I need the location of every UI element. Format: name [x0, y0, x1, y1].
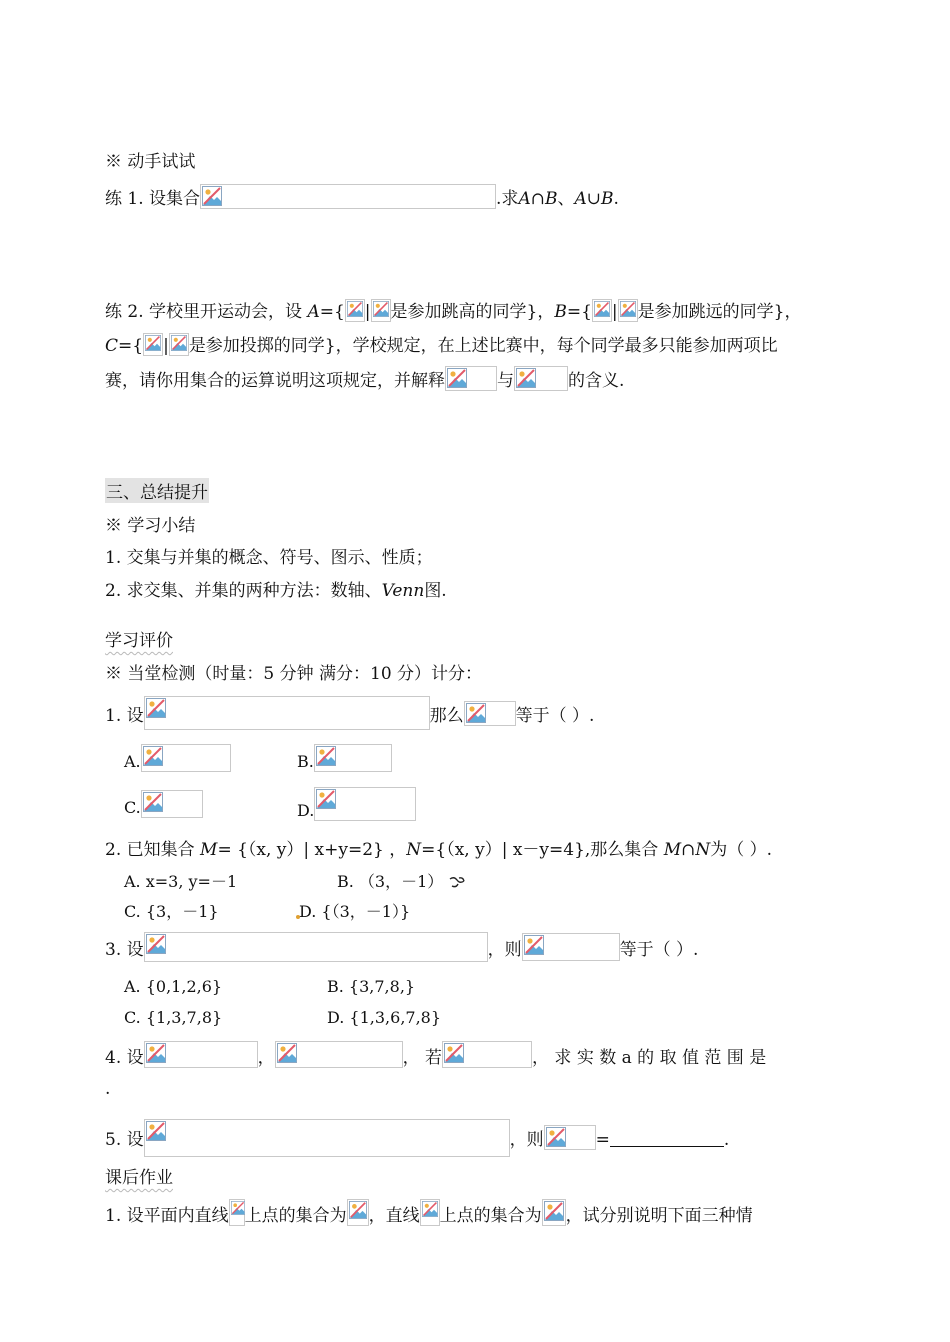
- question-5: [105, 1119, 729, 1157]
- cap: ∩: [681, 840, 696, 860]
- broken-image-icon: [422, 1201, 438, 1217]
- var-n2: N: [695, 840, 711, 860]
- bar: |: [364, 302, 371, 322]
- eq-brace: ={: [319, 302, 345, 322]
- formula-image: [514, 366, 568, 391]
- option-label: A.: [124, 752, 141, 771]
- try-header: ※ 动手试试: [105, 152, 196, 172]
- broken-image-icon: [146, 1121, 166, 1141]
- q3-option-d: D. {1,3,6,7,8}: [327, 1008, 442, 1027]
- formula-image: [169, 333, 189, 356]
- hw1-text: 上点的集合为: [244, 1206, 347, 1226]
- var-m2: M: [663, 840, 682, 860]
- q1-option-b: [297, 744, 392, 772]
- broken-image-icon: [146, 1043, 166, 1063]
- hw1-text: 上点的集合为: [439, 1206, 542, 1226]
- broken-image-icon: [145, 335, 161, 351]
- question-1: [105, 696, 594, 730]
- summary-item-2: [105, 576, 447, 601]
- formula-image: [420, 1199, 440, 1226]
- ex2-text: 是参加跳高的同学}，: [390, 302, 555, 322]
- section-title: 三、总结提升: [105, 478, 209, 503]
- exercise-2-line-3: [105, 366, 624, 391]
- formula-image: [144, 932, 488, 962]
- q1-prefix: 1. 设: [105, 706, 144, 726]
- ex1-var-a2: A: [574, 189, 587, 209]
- ex2-text: 赛，请你用集合的运算说明这项规定，并解释: [105, 371, 445, 391]
- var-c: C: [105, 336, 119, 356]
- bar: |: [611, 302, 618, 322]
- hw1-text: 1. 设平面内直线: [105, 1206, 229, 1226]
- hw1-text: ，直线: [368, 1206, 420, 1226]
- formula-image: [345, 299, 365, 322]
- ex1-suffix: .求: [496, 189, 519, 209]
- ex2-text: 是参加跳远的同学}，: [637, 302, 802, 322]
- homework-title: 课后作业: [105, 1168, 173, 1188]
- ex1-prefix: 练 1. 设集合: [105, 189, 201, 209]
- ex2-text: 练 2. 学校里开运动会，设: [105, 302, 308, 322]
- broken-image-icon: [524, 935, 544, 955]
- formula-image: [464, 701, 516, 726]
- q1-option-d: [297, 787, 416, 821]
- q3-option-b: B. {3,7,8,}: [327, 977, 416, 996]
- broken-image-icon: [373, 301, 389, 317]
- q2-answer: 为（ ）.: [710, 840, 773, 860]
- formula-image: [143, 333, 163, 356]
- option-text: D. {（3，－1）}: [299, 902, 411, 921]
- formula-image: [371, 299, 391, 322]
- broken-image-icon: [316, 789, 336, 809]
- q3-suffix: 等于（ ）.: [619, 940, 699, 960]
- exercise-2-line-2: [105, 331, 778, 356]
- var-a: A: [307, 302, 320, 322]
- ex1-var-a: A: [518, 189, 531, 209]
- exercise-2-line-1: [105, 297, 801, 322]
- broken-image-icon: [620, 301, 636, 317]
- q2-option-b: [337, 869, 466, 892]
- formula-image: [200, 184, 496, 209]
- formula-image: [542, 1199, 566, 1226]
- formula-image: [144, 1119, 510, 1157]
- q3-option-c: C. {1,3,7,8}: [124, 1008, 223, 1027]
- formula-image: [144, 696, 430, 730]
- and-text: 与: [497, 371, 514, 391]
- q2-prefix: 2. 已知集合: [105, 840, 201, 860]
- broken-image-icon: [516, 368, 536, 388]
- bar: |: [163, 336, 169, 356]
- formula-image: [314, 787, 416, 821]
- q3-option-a: A. {0,1,2,6}: [124, 977, 223, 996]
- question-3: [105, 932, 698, 962]
- formula-image: [618, 299, 638, 322]
- eval-title: 学习评价: [105, 631, 173, 651]
- link-mark-icon: [448, 875, 466, 889]
- q2-option-a: A. x=3, y=－1: [124, 872, 238, 891]
- broken-image-icon: [544, 1201, 564, 1221]
- summary2-text: 2. 求交集、并集的两种方法：数轴、: [105, 581, 382, 601]
- n-set: ={（x, y）| x－y=4}: [421, 840, 585, 860]
- ex1-var-b: B: [544, 189, 558, 209]
- m-set: = {（x, y）| x+y=2}: [217, 840, 384, 860]
- option-text: B. （3，－1）: [337, 872, 444, 891]
- homework-1: [105, 1199, 753, 1226]
- q4-prefix: 4. 设: [105, 1048, 144, 1068]
- formula-image: [347, 1199, 369, 1226]
- ex1-sep: 、: [557, 189, 575, 209]
- q4-suffix: ， 求 实 数 a 的 取 值 范 围 是: [532, 1048, 767, 1068]
- q4-comma: ，: [257, 1048, 275, 1068]
- summary-item-1: 1. 交集与并集的概念、符号、图示、性质；: [105, 548, 433, 568]
- broken-image-icon: [594, 301, 610, 317]
- option-label: B.: [297, 752, 314, 771]
- broken-image-icon: [231, 1201, 245, 1215]
- formula-image: [275, 1041, 403, 1068]
- broken-image-icon: [444, 1043, 464, 1063]
- formula-image: [144, 1041, 258, 1068]
- formula-image: [544, 1125, 596, 1150]
- broken-image-icon: [146, 698, 166, 718]
- eq-brace: ={: [118, 336, 144, 356]
- q5-then: ，则: [509, 1130, 544, 1150]
- hw1-text: ，试分别说明下面三种情: [565, 1206, 753, 1226]
- broken-image-icon: [316, 746, 336, 766]
- q1-option-c: [124, 790, 203, 818]
- q3-prefix: 3. 设: [105, 940, 144, 960]
- q2-option-d: [297, 899, 410, 922]
- q2-suffix: ,那么集合: [584, 840, 664, 860]
- broken-image-icon: [546, 1127, 566, 1147]
- formula-image: [141, 744, 231, 772]
- formula-image: [314, 744, 392, 772]
- q1-suffix: 等于（ ）.: [515, 706, 595, 726]
- venn-text: Venn: [381, 581, 425, 601]
- question-2: 2. 已知集合 M= {（x, y）| x+y=2} ，N={（x, y）| x－y=4},那么集合 M∩N为（ ）.: [105, 840, 773, 860]
- eq-brace: ={: [566, 302, 592, 322]
- broken-image-icon: [447, 368, 467, 388]
- var-b: B: [554, 302, 567, 322]
- q5-prefix: 5. 设: [105, 1130, 144, 1150]
- broken-image-icon: [171, 335, 187, 351]
- ex2-text: 的含义.: [568, 371, 625, 391]
- formula-image: [445, 366, 497, 391]
- summary-header: ※ 学习小结: [105, 516, 196, 536]
- q4-if: ， 若: [402, 1048, 443, 1068]
- q3-then: ，则: [487, 940, 522, 960]
- option-label: C.: [124, 798, 141, 817]
- var-n: N: [406, 840, 422, 860]
- answer-blank: [610, 1131, 724, 1147]
- broken-image-icon: [143, 746, 163, 766]
- var-m: M: [200, 840, 218, 860]
- broken-image-icon: [466, 703, 486, 723]
- exercise-1: 练 1. 设集合 .求A∩B、A∪B.: [105, 184, 619, 209]
- ex1-cup: ∪: [586, 189, 601, 209]
- summary2-end: 图.: [424, 581, 447, 601]
- formula-image: [522, 933, 620, 961]
- q2-option-c: C. {3，－1}: [124, 902, 219, 921]
- formula-image: [442, 1041, 532, 1068]
- formula-image: [229, 1199, 245, 1226]
- broken-image-icon: [277, 1043, 297, 1063]
- q5-eq: =: [595, 1130, 610, 1150]
- broken-image-icon: [202, 186, 222, 206]
- ex1-cap: ∩: [530, 189, 545, 209]
- ex1-var-b2: B: [601, 189, 614, 209]
- ex2-text: 是参加投掷的同学}，学校规定，在上述比赛中，每个同学最多只能参加两项比: [188, 336, 778, 356]
- formula-image: [141, 790, 203, 818]
- broken-image-icon: [349, 1201, 367, 1219]
- q4-end: .: [105, 1079, 111, 1099]
- q1-mid: 那么: [429, 706, 464, 726]
- question-4: [105, 1041, 766, 1068]
- broken-image-icon: [146, 934, 166, 954]
- q5-end: .: [723, 1130, 730, 1150]
- q1-option-a: [124, 744, 231, 772]
- formula-image: [592, 299, 612, 322]
- option-label: D.: [297, 801, 315, 820]
- broken-image-icon: [143, 792, 163, 812]
- test-header: ※ 当堂检测（时量：5 分钟 满分：10 分）计分：: [105, 664, 483, 684]
- broken-image-icon: [347, 301, 363, 317]
